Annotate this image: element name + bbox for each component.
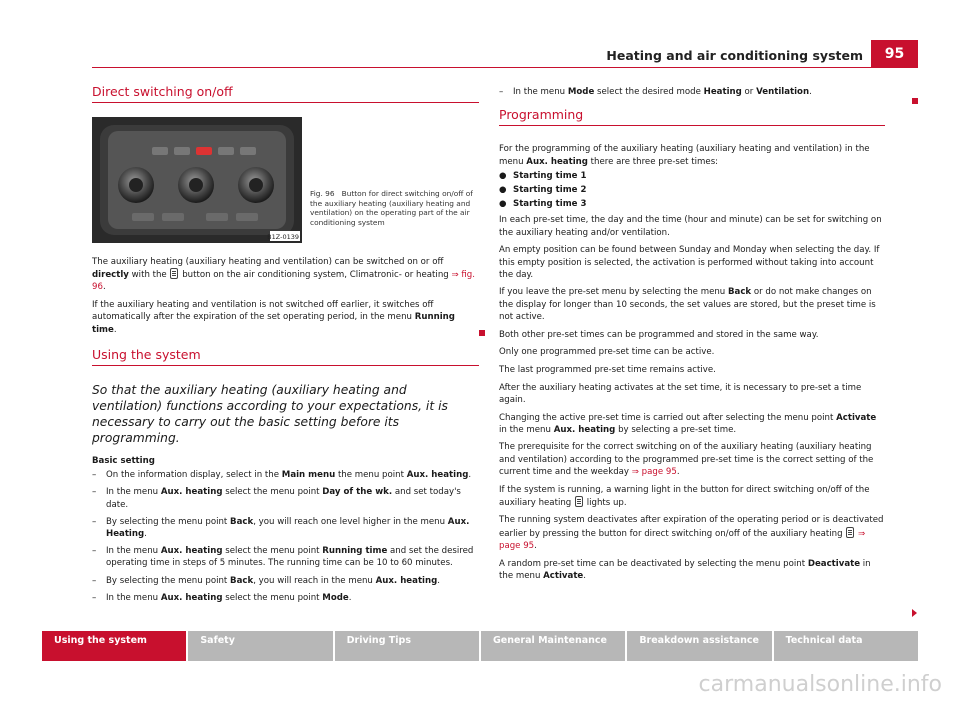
paragraph-direct-switch	[92, 256, 479, 294]
tab-general-maintenance[interactable]: General Maintenance	[481, 631, 625, 661]
paragraph: For the programming of the auxiliary heating (auxiliary heating and ventilation) in the menu Aux. heating there are three pre-set times:	[499, 144, 870, 167]
figure-caption	[310, 189, 480, 227]
right-column	[499, 86, 885, 588]
page-link[interactable]: ⇒ page 95	[499, 528, 866, 551]
text: If the auxiliary heating and ventilation is not switched off earlier, it switches off automatically after the expiration of the set operating period, in the menu	[92, 300, 434, 323]
footer-nav	[42, 631, 918, 661]
page-header-title: Heating and air conditioning system	[606, 48, 863, 63]
bullet-item: ● Starting time 3	[499, 199, 587, 210]
paragraph-auto-off	[92, 299, 479, 336]
basic-setting-heading: Basic setting	[92, 455, 155, 466]
paragraph: If the system is running, a warning light in the button for direct switching on/off of the auxiliary heating lights up.	[499, 484, 870, 508]
paragraph: An empty position can be found between Sunday and Monday when selecting the day. If this empty position is selected, the activation is performed without taking into account the day.	[499, 245, 880, 280]
page-link[interactable]: ⇒ page 95	[631, 466, 677, 477]
text: with the	[131, 270, 167, 281]
section-rule	[499, 125, 885, 126]
tab-safety[interactable]: Safety	[188, 631, 332, 661]
step-item: – In the menu Aux. heating select the menu point Day of the wk. and set today's date.	[92, 487, 461, 510]
watermark: carmanualsonline.info	[698, 672, 942, 697]
section-title-programming: Programming	[499, 107, 584, 123]
step-item: – By selecting the menu point Back, you will reach in the menu Aux. heating.	[92, 575, 440, 586]
figure-link[interactable]: ⇒ fig. 96	[92, 270, 475, 293]
header-rule	[92, 67, 918, 68]
left-column	[92, 86, 479, 103]
text: .	[113, 324, 117, 335]
aux-heating-button-icon	[170, 268, 178, 279]
bold-text: Running time	[92, 312, 455, 335]
text: .	[102, 282, 106, 293]
step-item-mode: – In the menu Mode select the desired mode Heating or Ventilation.	[499, 87, 812, 97]
bullet-item: ● Starting time 1	[499, 170, 587, 181]
page-number: 95	[871, 40, 918, 68]
paragraph: If you leave the pre-set menu by selecting the menu Back or do not make changes on the display for longer than 10 seconds, the set values are stored, but the preset time is not active.	[499, 287, 876, 322]
bullet-item: ● Starting time 2	[499, 185, 587, 196]
left-body	[92, 256, 479, 609]
step-item: – By selecting the menu point Back, you will reach one level higher in the menu Aux. Heating.	[92, 516, 470, 539]
aux-heating-button-icon	[846, 527, 854, 538]
section-rule	[92, 365, 479, 366]
paragraph: The running system deactivates after expiration of the operating period or is deactivated earlier by pressing the button for direct switching on/off of the auxiliary heating ⇒ page 95.	[499, 515, 884, 551]
paragraph: Changing the active pre-set time is carried out after selecting the menu point Activate in the menu Aux. heating by selecting a pre-set time.	[499, 412, 877, 435]
continue-arrow-icon	[912, 602, 917, 621]
paragraph: The last programmed pre-set time remains active.	[499, 364, 716, 375]
tab-using-the-system[interactable]: Using the system	[42, 631, 186, 661]
section-title-direct-switching: Direct switching on/off	[92, 84, 233, 99]
figure-caption-label: Fig. 96	[310, 189, 335, 198]
figure-caption-text: Button for direct switching on/off of the auxiliary heating (auxiliary heating and ventilation) on the operating part of the air conditioning system	[310, 189, 473, 227]
aux-heating-button-icon	[575, 496, 583, 507]
section-rule	[92, 102, 479, 103]
figure-control-panel	[92, 117, 302, 243]
section-title-using-system: Using the system	[92, 346, 201, 362]
control-panel-image	[92, 117, 302, 243]
paragraph: Both other pre-set times can be programmed and stored in the same way.	[499, 329, 819, 340]
lead-text: So that the auxiliary heating (auxiliary heating and ventilation) functions according to your expectations, it is necessary to carry out the basic setting before its programming.	[92, 382, 448, 445]
step-item: – On the information display, select in the Main menu the menu point Aux. heating.	[92, 470, 472, 481]
text: The auxiliary heating (auxiliary heating and ventilation) can be switched on or off	[92, 257, 444, 267]
bold-text: directly	[92, 270, 129, 281]
paragraph: In each pre-set time, the day and the time (hour and minute) can be set for switching on the auxiliary heating and/or ventilation.	[499, 215, 882, 238]
paragraph: Only one programmed pre-set time can be active.	[499, 347, 715, 358]
step-item: – In the menu Aux. heating select the menu point Mode.	[92, 592, 352, 603]
text: button on the air conditioning system, Climatronic- or heating	[182, 270, 449, 281]
end-marker	[479, 328, 485, 340]
step-item: – In the menu Aux. heating select the menu point Running time and set the desired operating time in steps of 5 minutes. The running time can be 10 to 60 minutes.	[92, 546, 474, 569]
figure-code: B1Z-0139	[267, 233, 299, 241]
tab-technical-data[interactable]: Technical data	[774, 631, 918, 661]
tab-breakdown-assistance[interactable]: Breakdown assistance	[627, 631, 771, 661]
end-marker	[912, 89, 918, 108]
tab-driving-tips[interactable]: Driving Tips	[335, 631, 479, 661]
paragraph: The prerequisite for the correct switching on of the auxiliary heating (auxiliary heating and ventilation) according to the programmed pre-set time is the correct setting of the current time and the weekday ⇒ page 95.	[499, 442, 874, 477]
paragraph: After the auxiliary heating activates at the set time, it is necessary to pre-set a time again.	[499, 382, 862, 405]
paragraph: A random pre-set time can be deactivated by selecting the menu point Deactivate in the menu Activate.	[499, 558, 871, 581]
